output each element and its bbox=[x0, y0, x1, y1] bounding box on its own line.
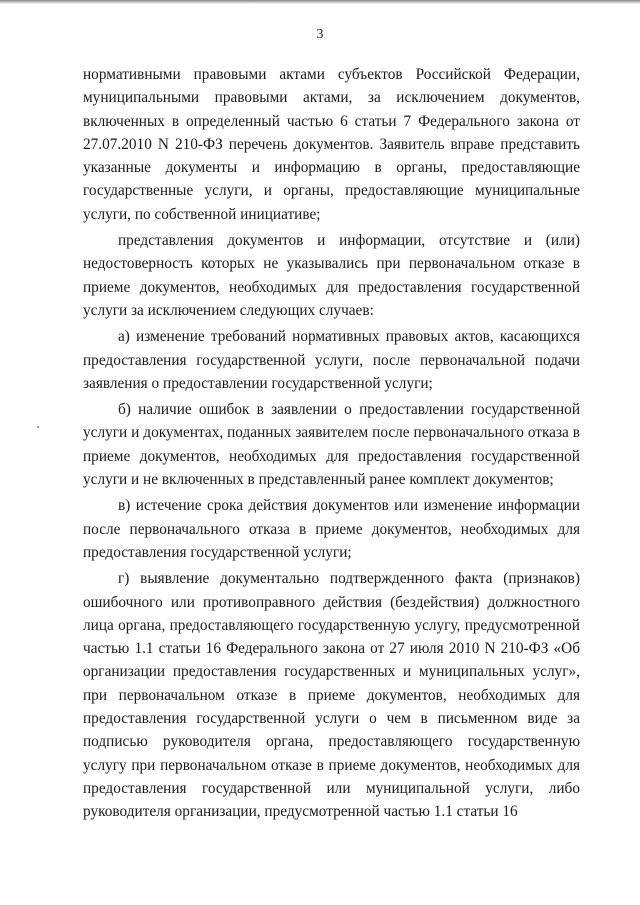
paragraph-continuation: нормативными правовыми актами субъектов Российской Федерации, муниципальными правовыми актами, за исключением документов, включенных в определенный частью 6 статьи 7 Федерального закона от 27.07.2010 N 210-ФЗ перечень документов. Заявитель вправе представить указанные документы и информацию в органы, предоставляющие государственные услуги, и органы, предоставляющие муниципальные услуги, по собственной инициативе; bbox=[83, 66, 580, 223]
paragraph-item-b: б) наличие ошибок в заявлении о предоставлении государственной услуги и документах, поданных заявителем после первоначального отказа в приеме документов, необходимых для предоставления государственной услуги и не включенных в представленный ранее комплект документов; bbox=[83, 401, 580, 489]
scan-top-edge bbox=[0, 0, 640, 4]
paragraph-item-g: г) выявление документально подтвержденного факта (признаков) ошибочного или противоправного действия (бездействия) должностного лица органа, предоставляющего государственную услугу, предусмотренной частью 1.1 статьи 16 Федерального закона от 27 июля 2010 N 210-ФЗ «Об организации предоставления государственных и муниципальных услуг», при первоначальном отказе в приеме документов, необходимых для предоставления государственной услуги о чем в письменном виде за подписью руководителя органа, предоставляющего государственную услугу при первоначальном отказе в приеме документов, необходимых для предоставления государственной или муниципальной услуги, либо руководителя организации, предусмотренной частью 1.1 статьи 16 bbox=[83, 570, 580, 821]
scan-speck bbox=[37, 426, 39, 428]
page-number: 3 bbox=[316, 27, 324, 42]
paragraph-exceptions-intro: представления документов и информации, отсутствие и (или) недостоверность которых не указывались при первоначальном отказе в приеме документов, необходимых для предоставления государственной услуги за исключением следующих случаев: bbox=[83, 232, 580, 319]
paragraph-item-v: в) истечение срока действия документов или изменение информации после первоначального отказа в приеме документов, необходимых для предоставления государственной услуги; bbox=[83, 497, 580, 561]
document-body bbox=[83, 63, 580, 824]
paragraph-item-a: а) изменение требований нормативных правовых актов, касающихся предоставления государственной услуги, после первоначальной подачи заявления о предоставлении государственной услуги; bbox=[83, 328, 580, 392]
